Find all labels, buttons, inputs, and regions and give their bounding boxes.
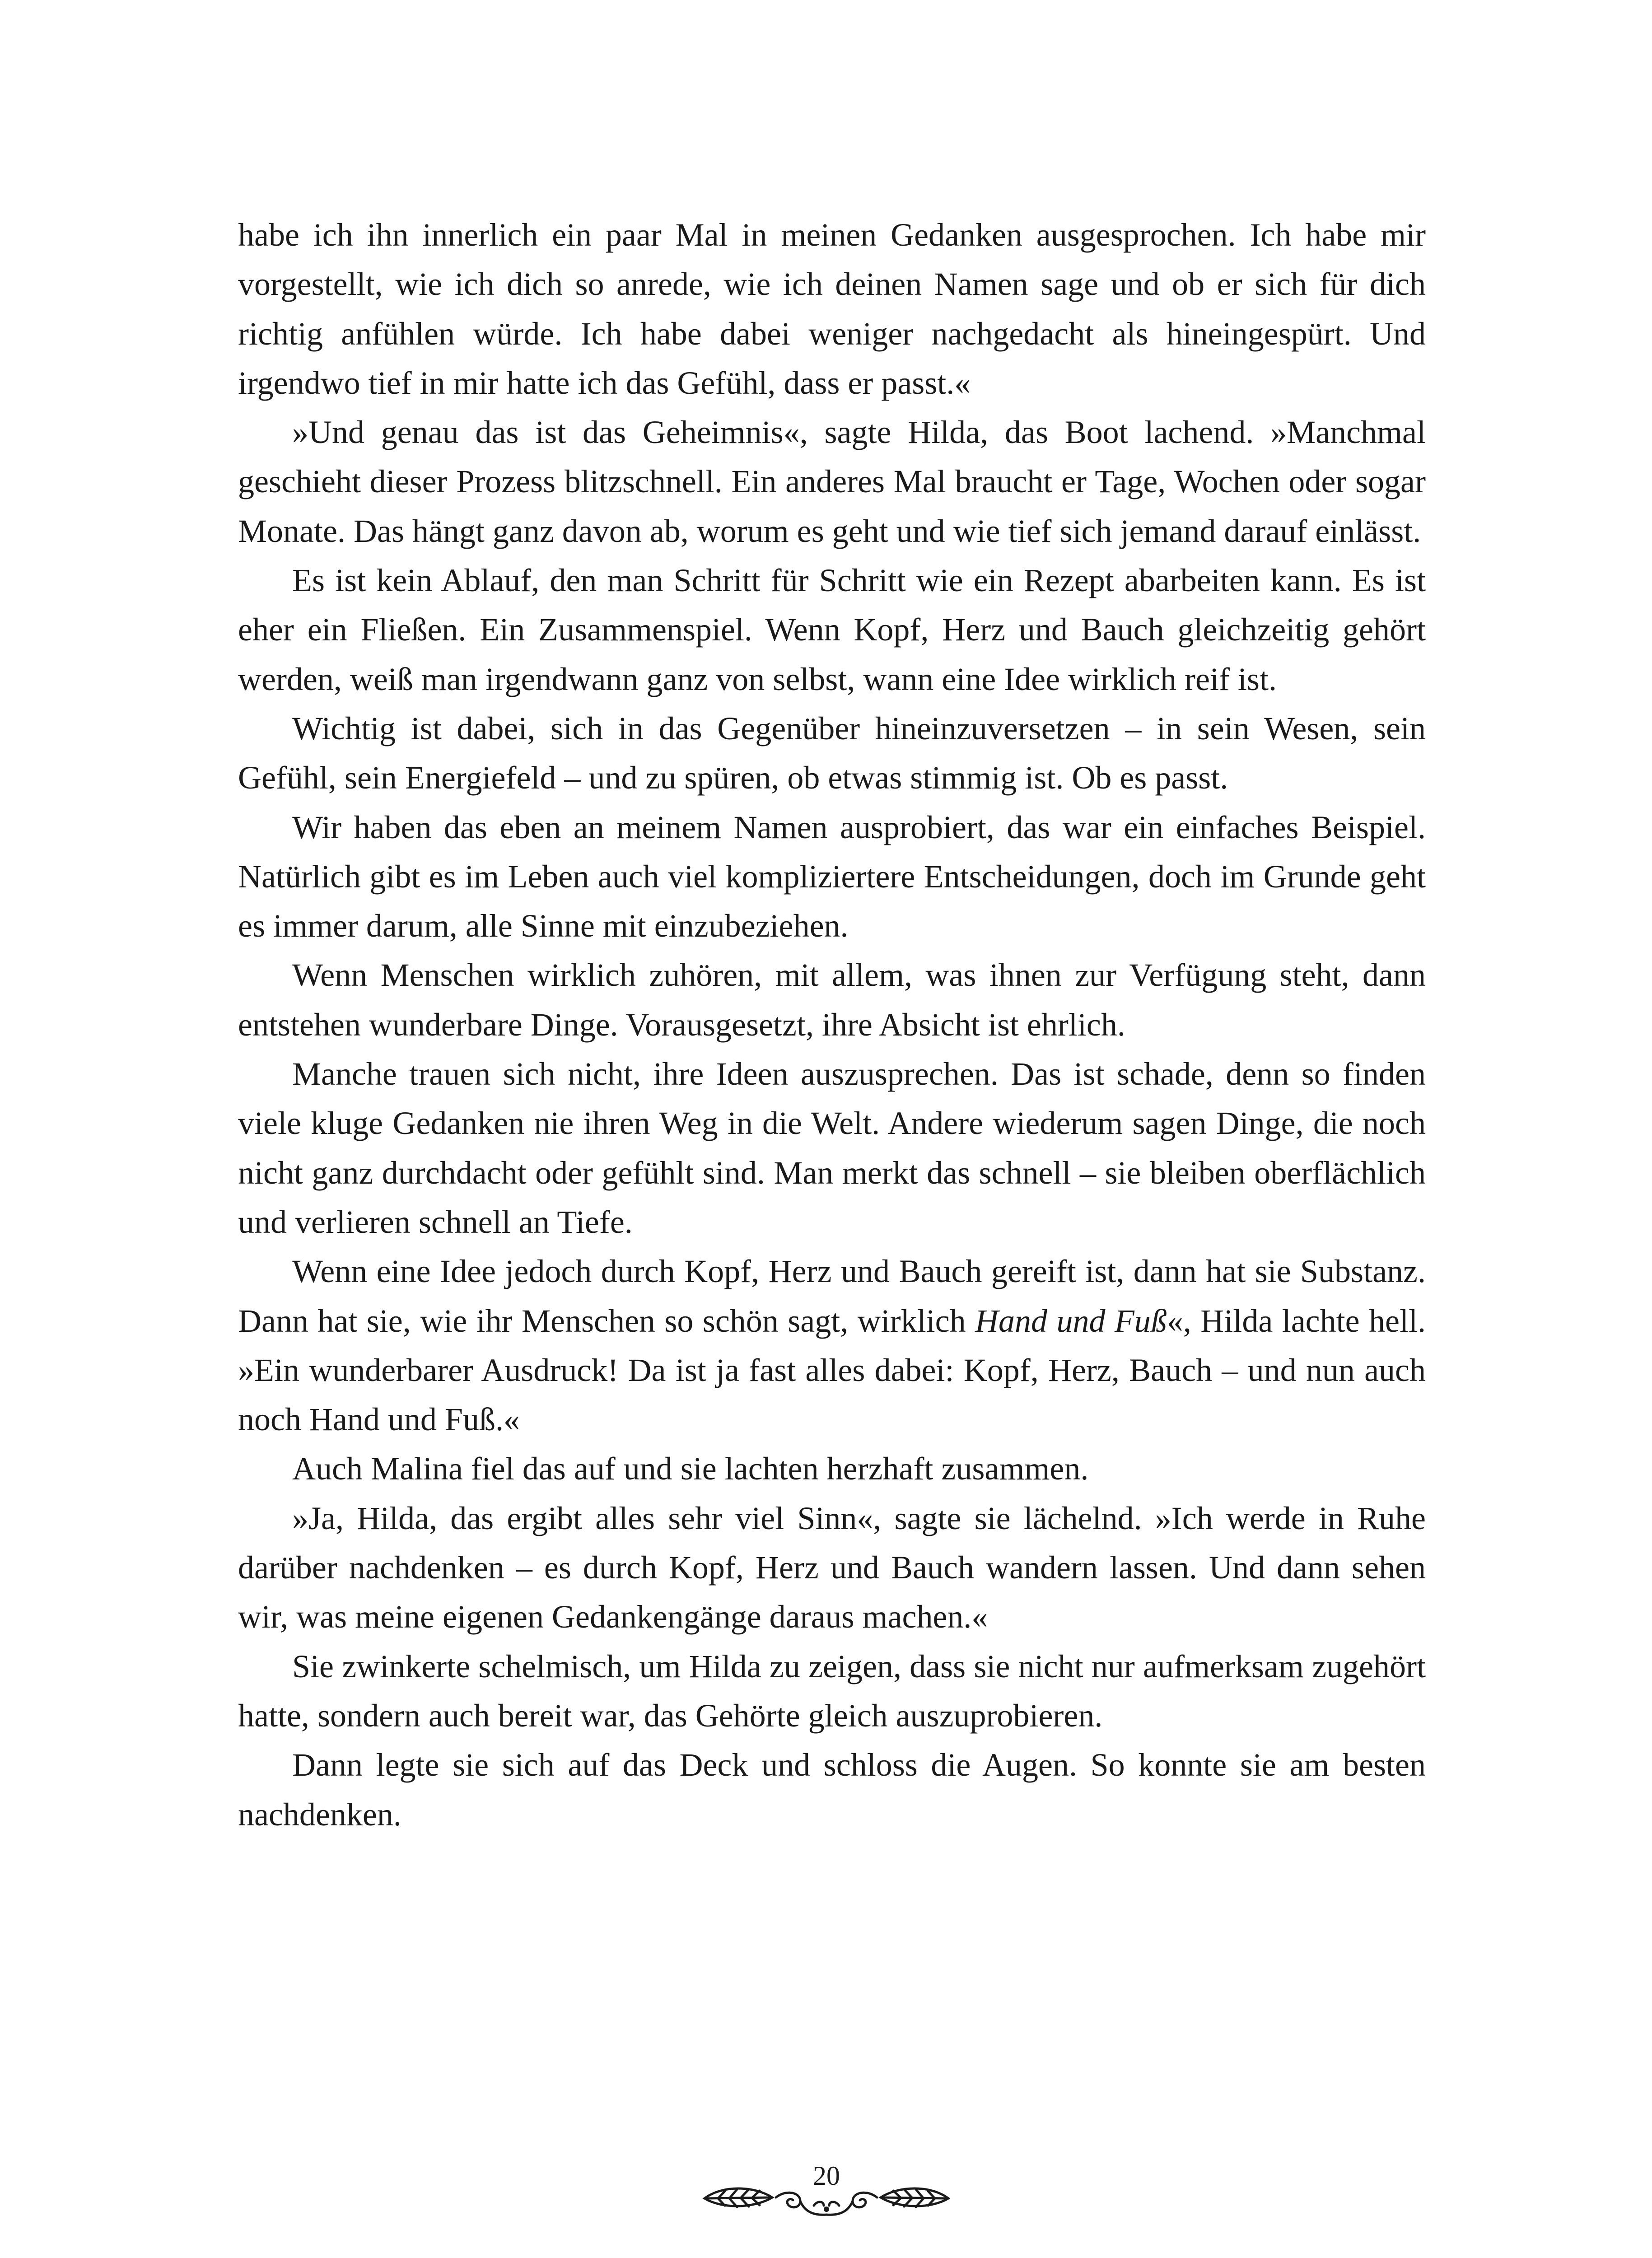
paragraph-8-end: «, Hilda lachte hell. »Ein wunderbarer Ausdruck! Da ist ja fast alles dabei: Kopf, Herz, Bauch – und nun auch noch Hand und Fuß.« xyxy=(238,1302,1426,1438)
paragraph-5: Wir haben das eben an meinem Namen ausprobiert, das war ein einfaches Beispiel. Natürlich gibt es im Leben auch viel kompliziertere Entscheidungen, doch im Grunde geht es immer darum, alle Sinne mit einzubeziehen. xyxy=(238,809,1426,944)
paragraph-1: habe ich ihn innerlich ein paar Mal in meinen Gedanken ausgesprochen. Ich habe mir vorgestellt, wie ich dich so anrede, wie ich deinen Namen sage und ob er sich für dich richtig anfühlen würde. Ich habe dabei weniger nachgedacht als hineingespürt. Und irgendwo tief in mir hatte ich das Gefühl, dass er passt.« xyxy=(238,217,1426,401)
paragraph-9: Auch Malina fiel das auf und sie lachten herzhaft zusammen. xyxy=(292,1451,1089,1487)
paragraph-7: Manche trauen sich nicht, ihre Ideen auszusprechen. Das ist schade, denn so finden viele kluge Gedanken nie ihren Weg in die Welt. Andere wiederum sagen Dinge, die noch nicht ganz durchdacht oder gefühlt sind. Man merkt das schnell – sie bleiben oberflächlich und verlieren schnell an Tiefe. xyxy=(238,1056,1426,1240)
paragraph-11: Sie zwinkerte schelmisch, um Hilda zu zeigen, dass sie nicht nur aufmerksam zugehört hatte, sondern auch bereit war, das Gehörte gleich auszuprobieren. xyxy=(238,1648,1426,1734)
paragraph-4: Wichtig ist dabei, sich in das Gegenüber hineinzuversetzen – in sein Wesen, sein Gefühl, sein Energiefeld – und zu spüren, ob etwas stimmig ist. Ob es passt. xyxy=(238,710,1426,796)
body-text xyxy=(238,210,1426,1839)
paragraph-6: Wenn Menschen wirklich zuhören, mit allem, was ihnen zur Verfügung steht, dann entstehen wunderbare Dinge. Vorausgesetzt, ihre Absicht ist ehrlich. xyxy=(238,957,1426,1043)
paragraph-10: »Ja, Hilda, das ergibt alles sehr viel Sinn«, sagte sie lächelnd. »Ich werde in Ruhe darüber nachdenken – es durch Kopf, Herz und Bauch wandern lassen. Und dann sehen wir, was meine eigenen Gedankengänge daraus machen.« xyxy=(238,1500,1426,1635)
paragraph-2: »Und genau das ist das Geheimnis«, sagte Hilda, das Boot lachend. »Manchmal geschieht dieser Prozess blitzschnell. Ein anderes Mal braucht er Tage, Wochen oder sogar Monate. Das hängt ganz davon ab, worum es geht und wie tief sich jemand darauf einlässt. xyxy=(238,414,1426,549)
paragraph-12: Dann legte sie sich auf das Deck und schloss die Augen. So konnte sie am besten nachdenken. xyxy=(238,1747,1426,1833)
paragraph-8-italic: Hand und Fuß xyxy=(975,1302,1167,1339)
leaf-scroll-ornament-icon xyxy=(695,2162,957,2225)
paragraph-8 xyxy=(238,1247,1426,1444)
page-footer xyxy=(695,2162,957,2225)
paragraph-8-start: Wenn eine Idee jedoch durch Kopf, Herz und Bauch gereift ist, dann hat sie Substanz. Dann hat sie, wie ihr Menschen so schön sagt, wirklich xyxy=(238,1253,1426,1339)
page-number: 20 xyxy=(813,2161,840,2191)
paragraph-3: Es ist kein Ablauf, den man Schritt für Schritt wie ein Rezept abarbeiten kann. Es ist eher ein Fließen. Ein Zusammenspiel. Wenn Kopf, Herz und Bauch gleichzeitig gehört werden, weiß man irgendwann ganz von selbst, wann eine Idee wirklich reif ist. xyxy=(238,562,1426,697)
